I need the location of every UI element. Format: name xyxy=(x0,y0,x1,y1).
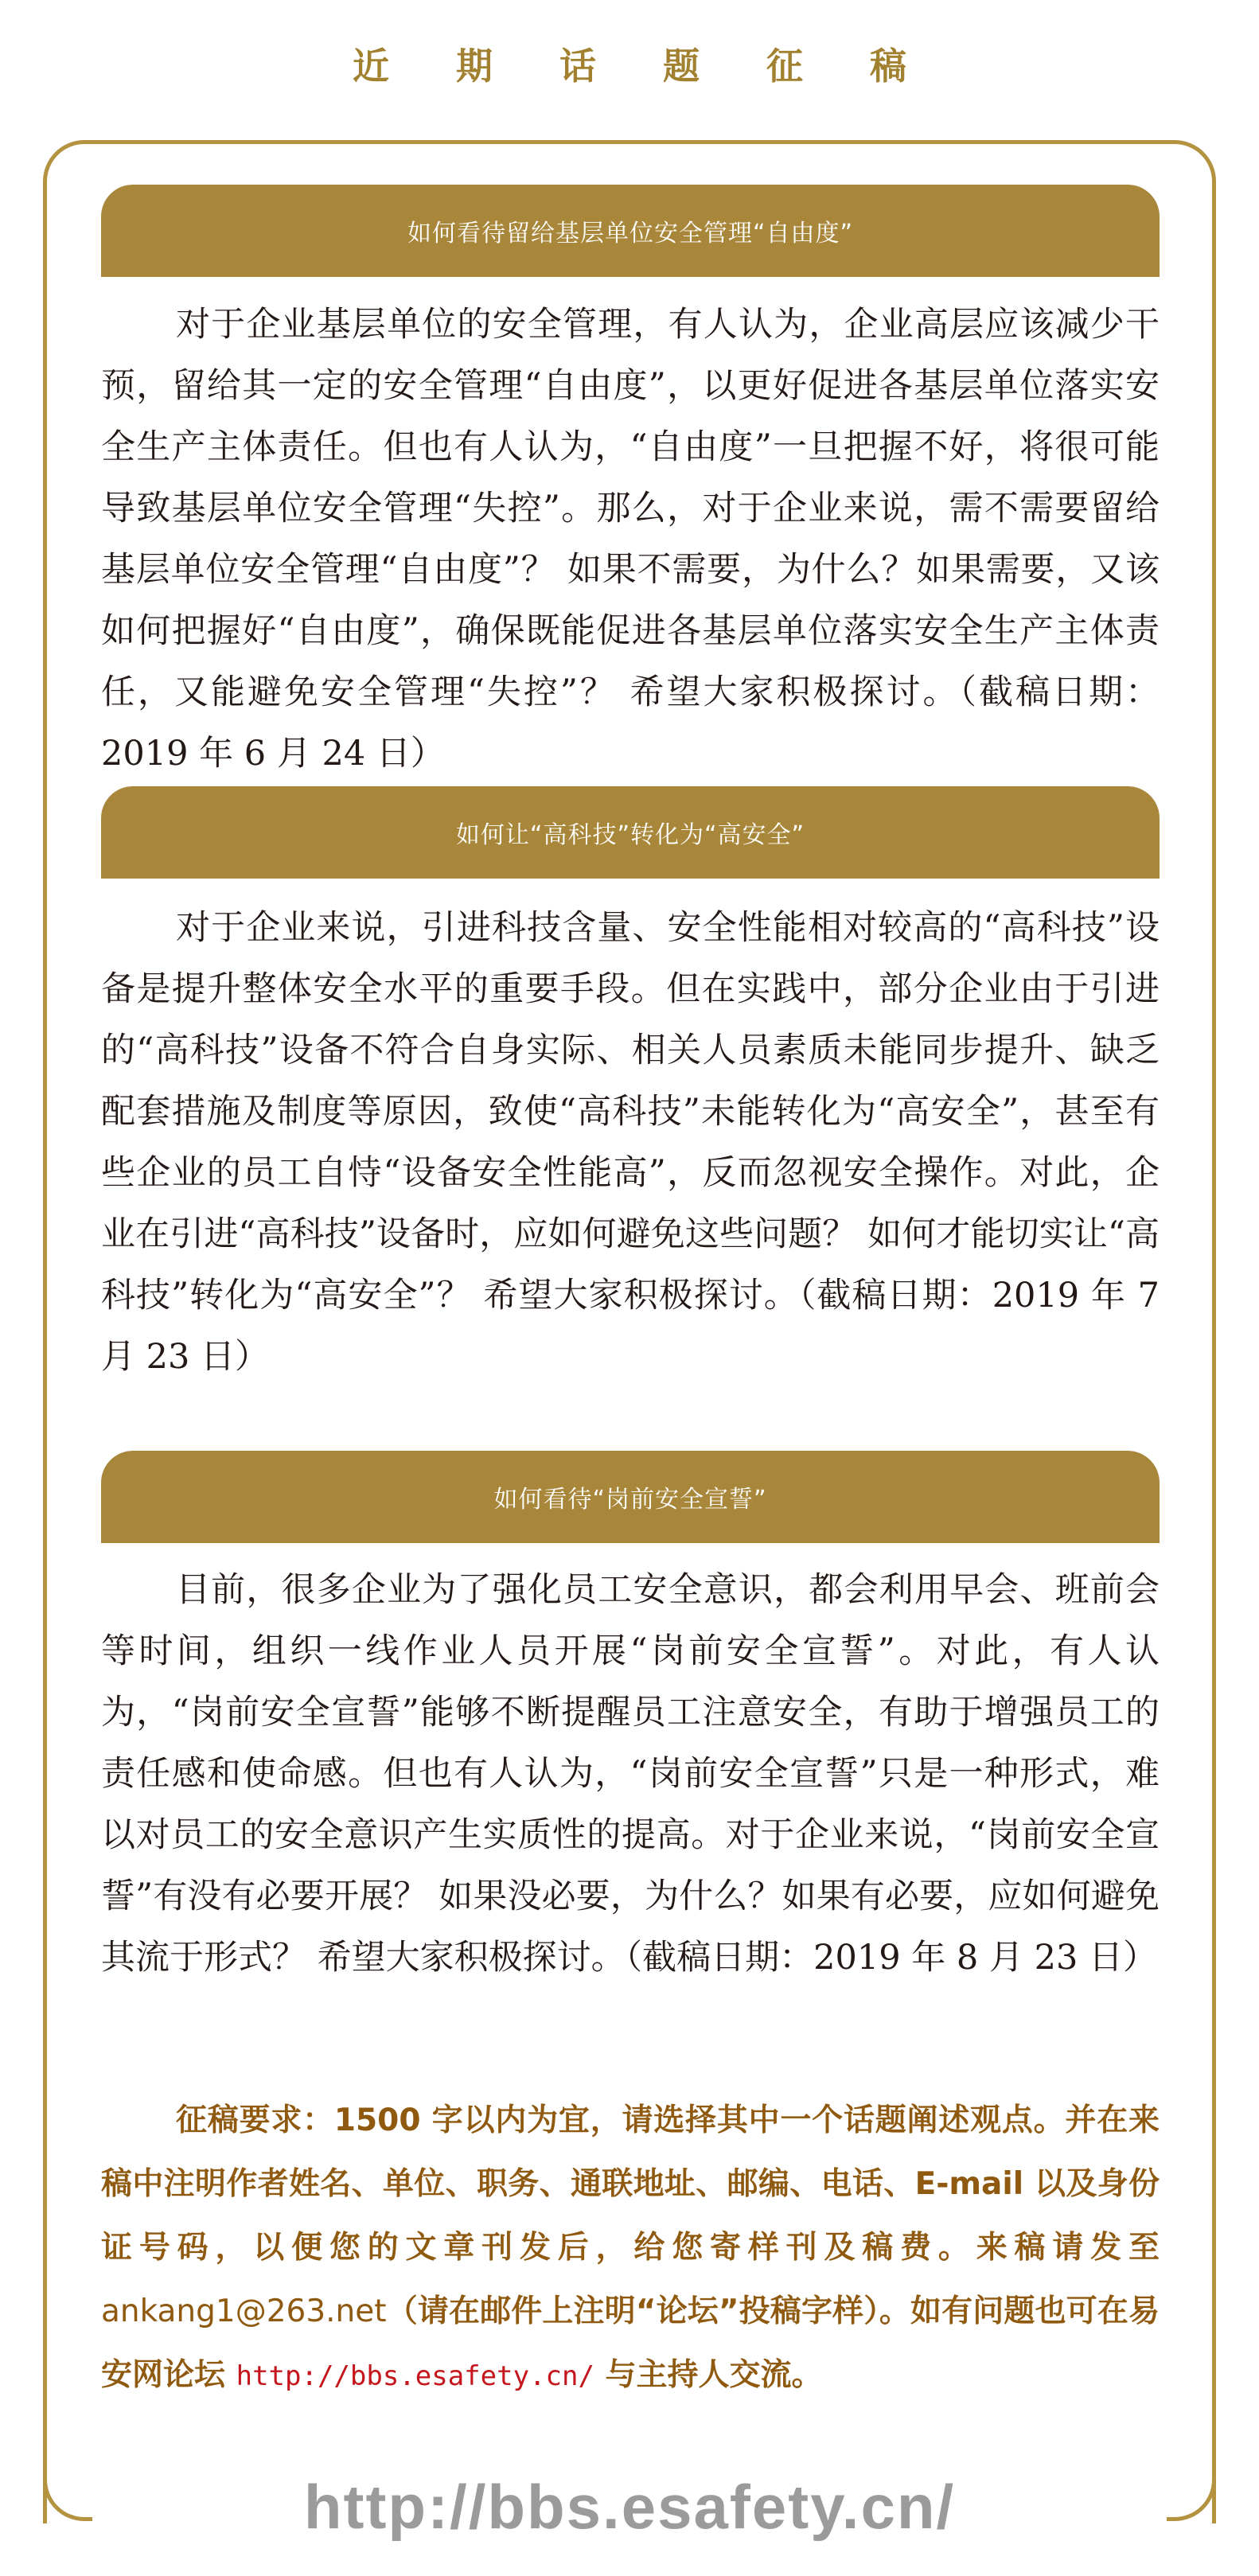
footer-url[interactable]: http://bbs.esafety.cn/ xyxy=(303,2472,956,2542)
topic-2-header: 如何让“高科技”转化为“高安全” xyxy=(101,786,1160,879)
topic-3-header: 如何看待“岗前安全宣誓” xyxy=(101,1451,1160,1543)
forum-link[interactable]: http://bbs.esafety.cn/ xyxy=(236,2360,594,2392)
topic-2-body: 对于企业来说，引进科技含量、安全性能相对较高的“高科技”设备是提升整体安全水平的重要手段。但在实践中，部分企业由于引进的“高科技”设备不符合自身实际、相关人员素质未能同步提升、缺乏配套措施及制度等原因，致使“高科技”未能转化为“高安全”，甚至有些企业的员工自恃“设备安全性能高”，反而忽视安全操作。对此，企业在引进“高科技”设备时，应如何避免这些问题？ 如何才能切实让“高科技”转化为“高安全”？ 希望大家积极探讨。（截稿日期：2019 年 7 月 23 日） xyxy=(101,908,1160,1377)
requirement-text-2: （请在邮件上注明“论坛”投稿字样）。如有问题也可在易安网论坛 xyxy=(101,2293,1160,2393)
requirement-text-1: 征稿要求：1500 字以内为宜，请选择其中一个话题阐述观点。并在来稿中注明作者姓名、单位、职务、通联地址、邮编、电话、E-mail 以及身份证号码，以便您的文章刊发后，给您寄样刊及稿费。来稿请发至 xyxy=(101,2102,1160,2266)
page-title: 近期话题征稿 xyxy=(353,45,973,88)
requirement-text-3: 与主持人交流。 xyxy=(605,2357,823,2393)
submission-email-link[interactable]: ankang1@263.net xyxy=(101,2293,387,2329)
topic-1-header: 如何看待留给基层单位安全管理“自由度” xyxy=(101,185,1160,277)
topic-1-body: 对于企业基层单位的安全管理，有人认为，企业高层应该减少干预，留给其一定的安全管理“自由度”，以更好促进各基层单位落实安全生产主体责任。但也有人认为，“自由度”一旦把握不好，将很可能导致基层单位安全管理“失控”。那么，对于企业来说，需不需要留给基层单位安全管理“自由度”？ 如果不需要，为什么？如果需要，又该如何把握好“自由度”，确保既能促进各基层单位落实安全生产主体责任，又能避免安全管理“失控”？ 希望大家积极探讨。（截稿日期：2019 年 6 月 24 日） xyxy=(101,305,1160,774)
topic-3-body: 目前，很多企业为了强化员工安全意识，都会利用早会、班前会等时间，组织一线作业人员开展“岗前安全宣誓”。对此，有人认为，“岗前安全宣誓”能够不断提醒员工注意安全，有助于增强员工的责任感和使命感。但也有人认为，“岗前安全宣誓”只是一种形式，难以对员工的安全意识产生实质性的提高。对于企业来说，“岗前安全宣誓”有没有必要开展？ 如果没必要，为什么？如果有必要，应如何避免其流于形式？ 希望大家积极探讨。（截稿日期：2019 年 8 月 23 日） xyxy=(101,1570,1160,1978)
submission-requirements xyxy=(101,2089,1160,2408)
